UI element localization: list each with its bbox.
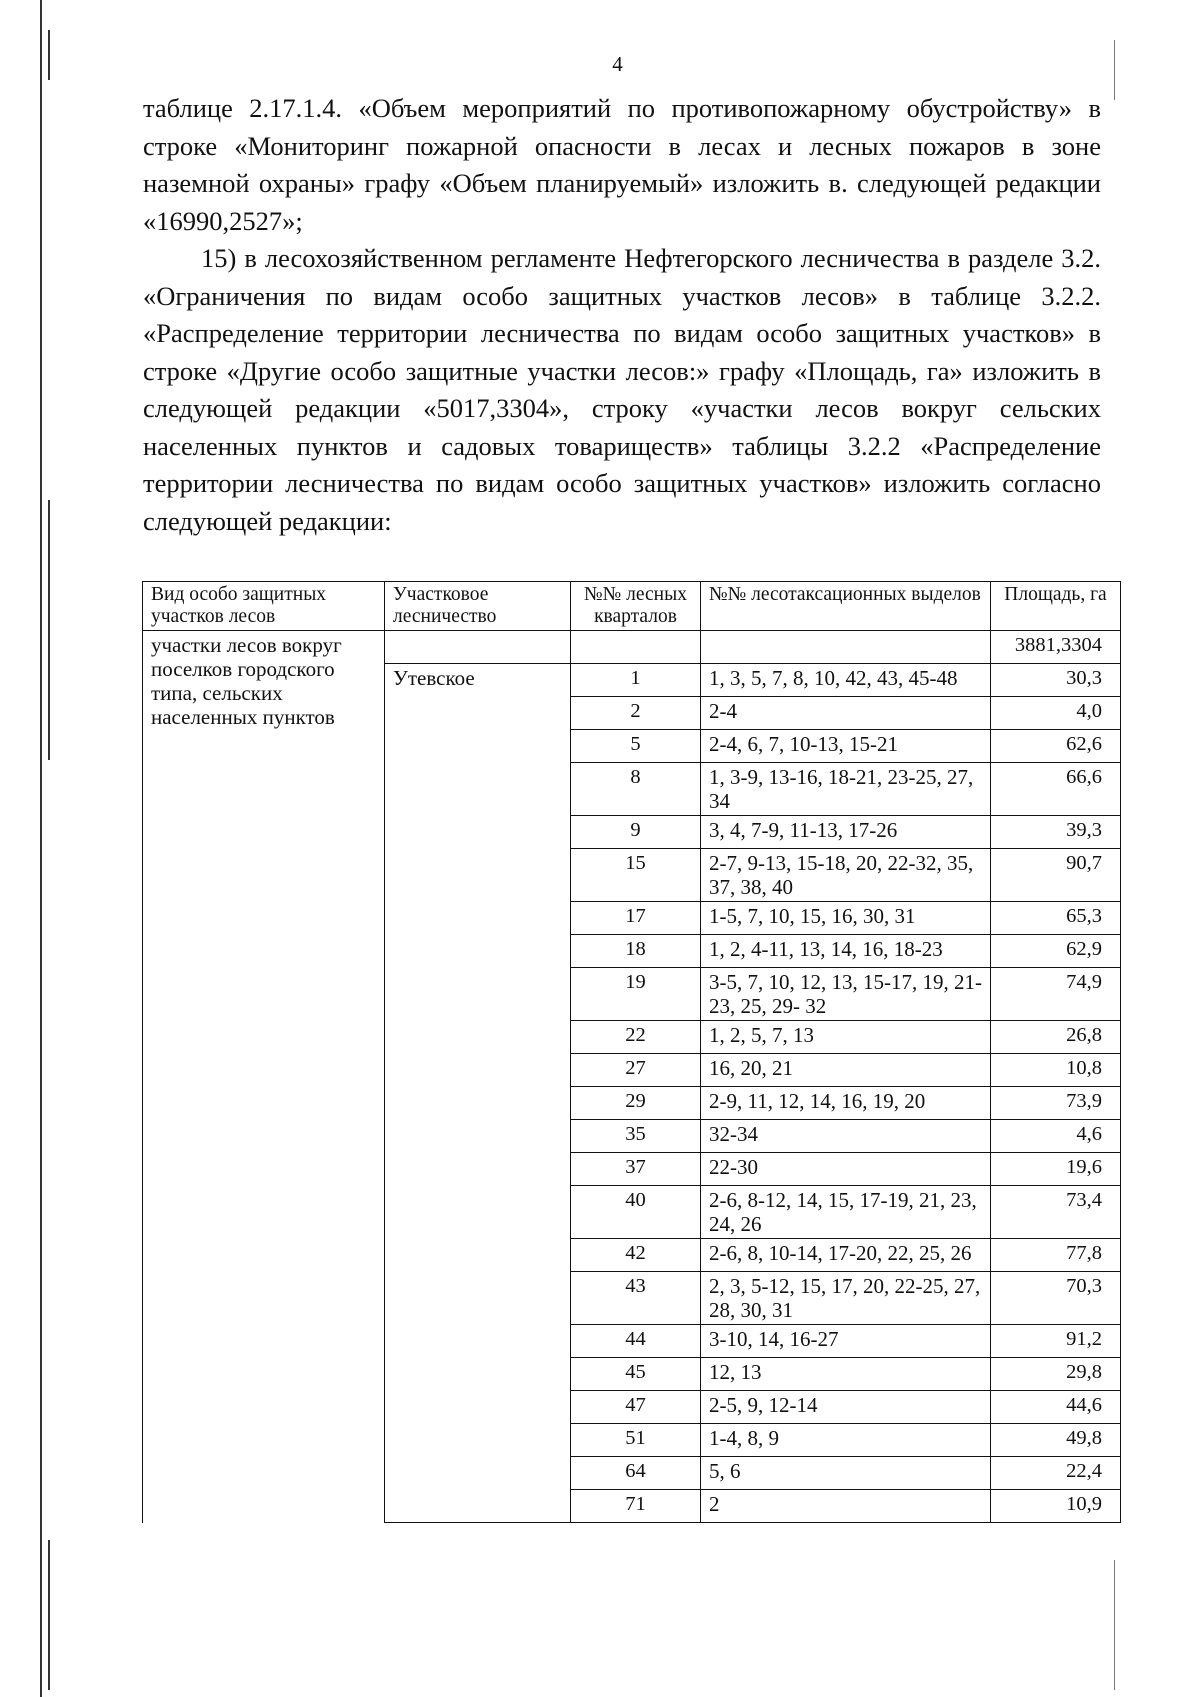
quarter-cell: 51 (571, 1424, 701, 1457)
sections-cell: 1-5, 7, 10, 15, 16, 30, 31 (701, 902, 991, 935)
scan-edge-line (48, 1540, 50, 1690)
header-area: Площадь, га (991, 582, 1121, 631)
quarter-cell: 44 (571, 1325, 701, 1358)
sections-cell: 3, 4, 7-9, 11-13, 17-26 (701, 816, 991, 849)
quarter-cell: 2 (571, 697, 701, 730)
sections-cell: 12, 13 (701, 1358, 991, 1391)
area-cell: 29,8 (991, 1358, 1121, 1391)
category-cell: участки лесов вокруг поселков городского типа, сельских населенных пунктов (143, 631, 385, 1523)
empty-cell (701, 631, 991, 664)
sections-cell: 2-9, 11, 12, 14, 16, 19, 20 (701, 1087, 991, 1120)
area-cell: 39,3 (991, 816, 1121, 849)
area-cell: 90,7 (991, 849, 1121, 902)
quarter-cell: 8 (571, 763, 701, 816)
area-cell: 26,8 (991, 1021, 1121, 1054)
sections-cell: 2 (701, 1490, 991, 1523)
area-cell: 91,2 (991, 1325, 1121, 1358)
area-cell: 10,8 (991, 1054, 1121, 1087)
quarter-cell: 17 (571, 902, 701, 935)
quarter-cell: 40 (571, 1186, 701, 1239)
total-area-cell: 3881,3304 (991, 631, 1121, 664)
quarter-cell: 5 (571, 730, 701, 763)
table-header-row (143, 582, 1121, 631)
scan-edge-line (1114, 1560, 1115, 1690)
area-cell: 66,6 (991, 763, 1121, 816)
header-quarters: №№ лесных кварталов (571, 582, 701, 631)
sections-cell: 1, 3-9, 13-16, 18-21, 23-25, 27, 34 (701, 763, 991, 816)
area-cell: 73,4 (991, 1186, 1121, 1239)
quarter-cell: 27 (571, 1054, 701, 1087)
header-district: Участковое лесничество (385, 582, 571, 631)
empty-cell (385, 631, 571, 664)
paragraph: таблице 2.17.1.4. «Объем мероприятий по противопожарному обустройству» в строке «Мониторинг пожарной опасности в лесах и лесных пожаров в зоне наземной охраны» графу «Объем планируемый» изложить в. следующей редакции «16990,2527»; (143, 93, 1101, 236)
area-cell: 19,6 (991, 1153, 1121, 1186)
header-sections: №№ лесотаксационных выделов (701, 582, 991, 631)
quarter-cell: 29 (571, 1087, 701, 1120)
page-number: 4 (612, 52, 623, 76)
district-cell: Утевское (385, 664, 571, 1523)
sections-cell: 2-5, 9, 12-14 (701, 1391, 991, 1424)
area-cell: 74,9 (991, 968, 1121, 1021)
quarter-cell: 64 (571, 1457, 701, 1490)
sections-cell: 2-6, 8-12, 14, 15, 17-19, 21, 23, 24, 26 (701, 1186, 991, 1239)
sections-cell: 3-10, 14, 16-27 (701, 1325, 991, 1358)
quarter-cell: 22 (571, 1021, 701, 1054)
sections-cell: 3-5, 7, 10, 12, 13, 15-17, 19, 21-23, 25, 29- 32 (701, 968, 991, 1021)
body-text (143, 90, 1101, 540)
area-cell: 62,9 (991, 935, 1121, 968)
sections-cell: 1, 3, 5, 7, 8, 10, 42, 43, 45-48 (701, 664, 991, 697)
protected-areas-table (142, 581, 1121, 1523)
quarter-cell: 18 (571, 935, 701, 968)
area-cell: 62,6 (991, 730, 1121, 763)
sections-cell: 5, 6 (701, 1457, 991, 1490)
area-cell: 77,8 (991, 1239, 1121, 1272)
paragraph: 15) в лесохозяйственном регламенте Нефтегорского лесничества в разделе 3.2. «Ограничения по видам особо защитных участков лесов» в таблице 3.2.2. «Распределение территории лесничества по видам особо защитных участков» в строке «Другие особо защитные участки лесов:» графу «Площадь, га» изложить в следующей редакции «5017,3304», строку «участки лесов вокруг сельских населенных пунктов и садовых товариществ» таблицы 3.2.2 «Распределение территории лесничества по видам особо защитных участков» изложить согласно следующей редакции: (143, 243, 1101, 536)
quarter-cell: 1 (571, 664, 701, 697)
sections-cell: 2-7, 9-13, 15-18, 20, 22-32, 35, 37, 38, 40 (701, 849, 991, 902)
quarter-cell: 9 (571, 816, 701, 849)
area-cell: 49,8 (991, 1424, 1121, 1457)
header-type: Вид особо защитных участков лесов (143, 582, 385, 631)
area-cell: 70,3 (991, 1272, 1121, 1325)
quarter-cell: 43 (571, 1272, 701, 1325)
area-cell: 73,9 (991, 1087, 1121, 1120)
sections-cell: 1-4, 8, 9 (701, 1424, 991, 1457)
quarter-cell: 45 (571, 1358, 701, 1391)
quarter-cell: 42 (571, 1239, 701, 1272)
sections-cell: 2-4 (701, 697, 991, 730)
sections-cell: 2, 3, 5-12, 15, 17, 20, 22-25, 27, 28, 30, 31 (701, 1272, 991, 1325)
quarter-cell: 19 (571, 968, 701, 1021)
scan-edge-line (40, 0, 42, 1697)
area-cell: 4,0 (991, 697, 1121, 730)
sections-cell: 16, 20, 21 (701, 1054, 991, 1087)
area-cell: 30,3 (991, 664, 1121, 697)
area-cell: 44,6 (991, 1391, 1121, 1424)
table-row-total (143, 631, 1121, 664)
quarter-cell: 47 (571, 1391, 701, 1424)
sections-cell: 1, 2, 4-11, 13, 14, 16, 18-23 (701, 935, 991, 968)
quarter-cell: 71 (571, 1490, 701, 1523)
area-cell: 4,6 (991, 1120, 1121, 1153)
sections-cell: 2-6, 8, 10-14, 17-20, 22, 25, 26 (701, 1239, 991, 1272)
sections-cell: 22-30 (701, 1153, 991, 1186)
quarter-cell: 35 (571, 1120, 701, 1153)
sections-cell: 1, 2, 5, 7, 13 (701, 1021, 991, 1054)
quarter-cell: 37 (571, 1153, 701, 1186)
sections-cell: 2-4, 6, 7, 10-13, 15-21 (701, 730, 991, 763)
quarter-cell: 15 (571, 849, 701, 902)
area-cell: 65,3 (991, 902, 1121, 935)
scan-edge-line (48, 500, 50, 760)
empty-cell (571, 631, 701, 664)
area-cell: 22,4 (991, 1457, 1121, 1490)
sections-cell: 32-34 (701, 1120, 991, 1153)
area-cell: 10,9 (991, 1490, 1121, 1523)
